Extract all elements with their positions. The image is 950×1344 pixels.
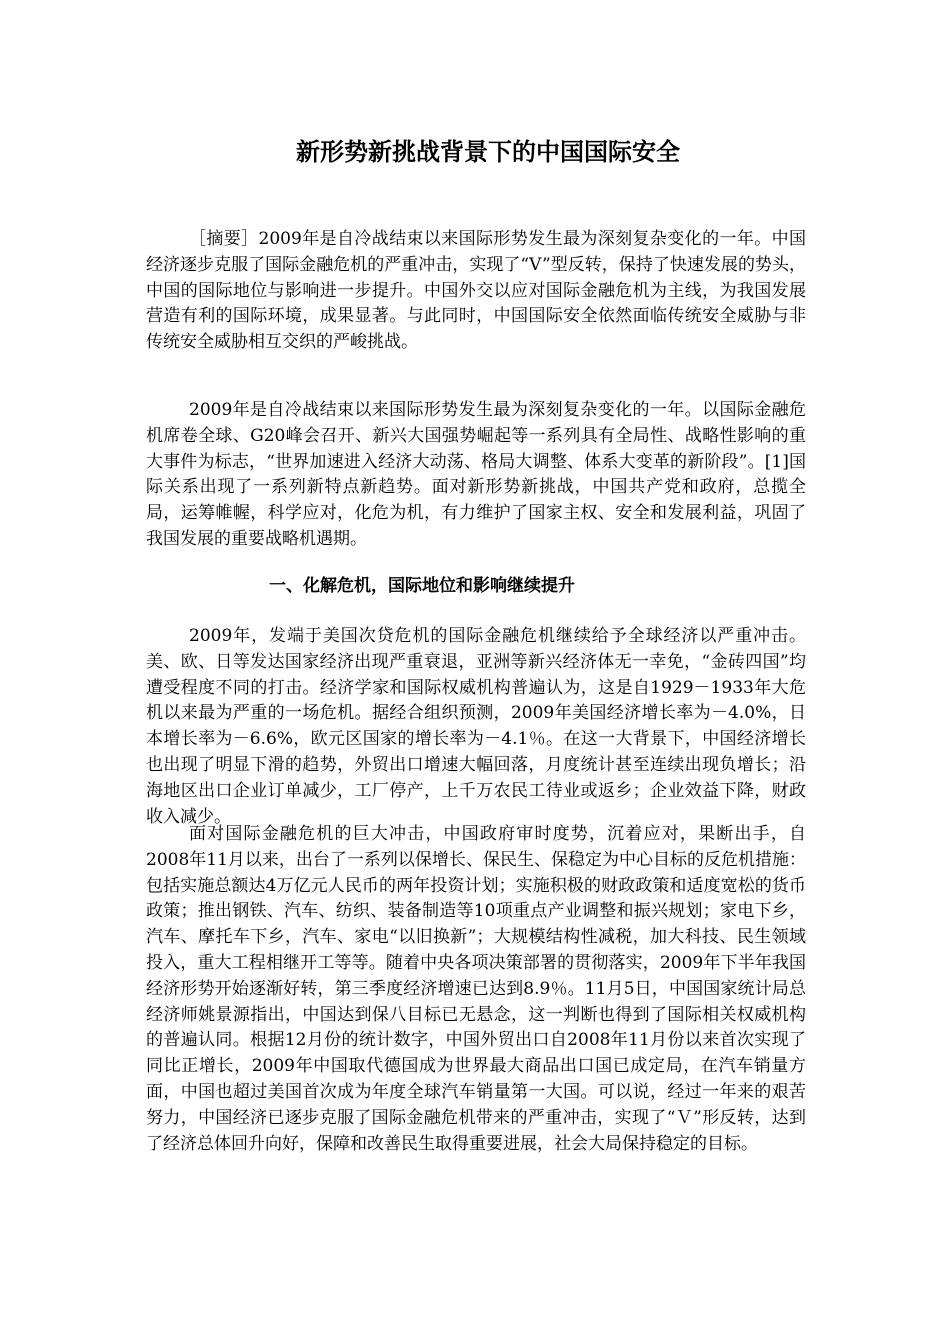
intro-paragraph: 2009年是自冷战结束以来国际形势发生最为深刻复杂变化的一年。以国际金融危机席卷全球、G20峰会召开、新兴大国强势崛起等一系列具有全局性、战略性影响的重大事件为标志，“世界加速进入经济大动荡、格局大调整、体系大变革的新阶段”。[1]国际关系出现了一系列新特点新趋势。面对新形势新挑战，中国共产党和政府，总揽全局，运筹帷幄，科学应对，化危为机，有力维护了国家主权、安全和发展利益，巩固了我国发展的重要战略机遇期。 <box>146 400 806 549</box>
section-heading: 一、化解危机，国际地位和影响继续提升 <box>269 576 575 596</box>
document-title: 新形势新挑战背景下的中国国际安全 <box>296 138 680 166</box>
abstract-paragraph: ［摘要］2009年是自冷战结束以来国际形势发生最为深刻复杂变化的一年。中国经济逐步克服了国际金融危机的严重冲击，实现了“V”型反转，保持了快速发展的势头，中国的国际地位与影响进一步提升。中国外交以应对国际金融危机为主线，为我国发展营造有利的国际环境，成果显著。与此同时，中国国际安全依然面临传统安全威胁与非传统安全威胁相互交织的严峻挑战。 <box>146 229 806 353</box>
body-paragraph-1: 2009年，发端于美国次贷危机的国际金融危机继续给予全球经济以严重冲击。美、欧、日等发达国家经济出现严重衰退，亚洲等新兴经济体无一幸免，“金砖四国”均遭受程度不同的打击。经济学家和国际权威机构普遍认为，这是自1929－1933年大危机以来最为严重的一场危机。据经合组织预测，2009年美国经济增长率为－4.0%，日本增长率为－6.6%，欧元区国家的增长率为－4.1％。在这一大背景下，中国经济增长也出现了明显下滑的趋势，外贸出口增速大幅回落，月度统计甚至连续出现负增长；沿海地区出口企业订单减少，工厂停产，上千万农民工待业或返乡；企业效益下降，财政收入减少。 <box>146 626 806 827</box>
body-paragraph-2: 面对国际金融危机的巨大冲击，中国政府审时度势，沉着应对，果断出手，自2008年11月以来，出台了一系列以保增长、保民生、保稳定为中心目标的反危机措施：包括实施总额达4万亿元人民币的两年投资计划；实施积极的财政政策和适度宽松的货币政策；推出钢铁、汽车、纺织、装备制造等10项重点产业调整和振兴规划；家电下乡，汽车、摩托车下乡，汽车、家电“以旧换新”；大规模结构性减税，加大科技、民生领域投入，重大工程相继开工等等。随着中央各项决策部署的贯彻落实，2009年下半年我国经济形势开始逐渐好转，第三季度经济增速已达到8.9％。11月5日，中国国家统计局总经济师姚景源指出，中国达到保八目标已无悬念，这一判断也得到了国际相关权威机构的普遍认同。根据12月份的统计数字，中国外贸出口自2008年11月份以来首次实现了同比正增长，2009年中国取代德国成为世界最大商品出口国已成定局，在汽车销量方面，中国也超过美国首次成为年度全球汽车销量第一大国。可以说，经过一年来的艰苦努力，中国经济已逐步克服了国际金融危机带来的严重冲击，实现了“Ｖ”形反转，达到了经济总体回升向好，保障和改善民生取得重要进展，社会大局保持稳定的目标。 <box>146 824 806 1154</box>
